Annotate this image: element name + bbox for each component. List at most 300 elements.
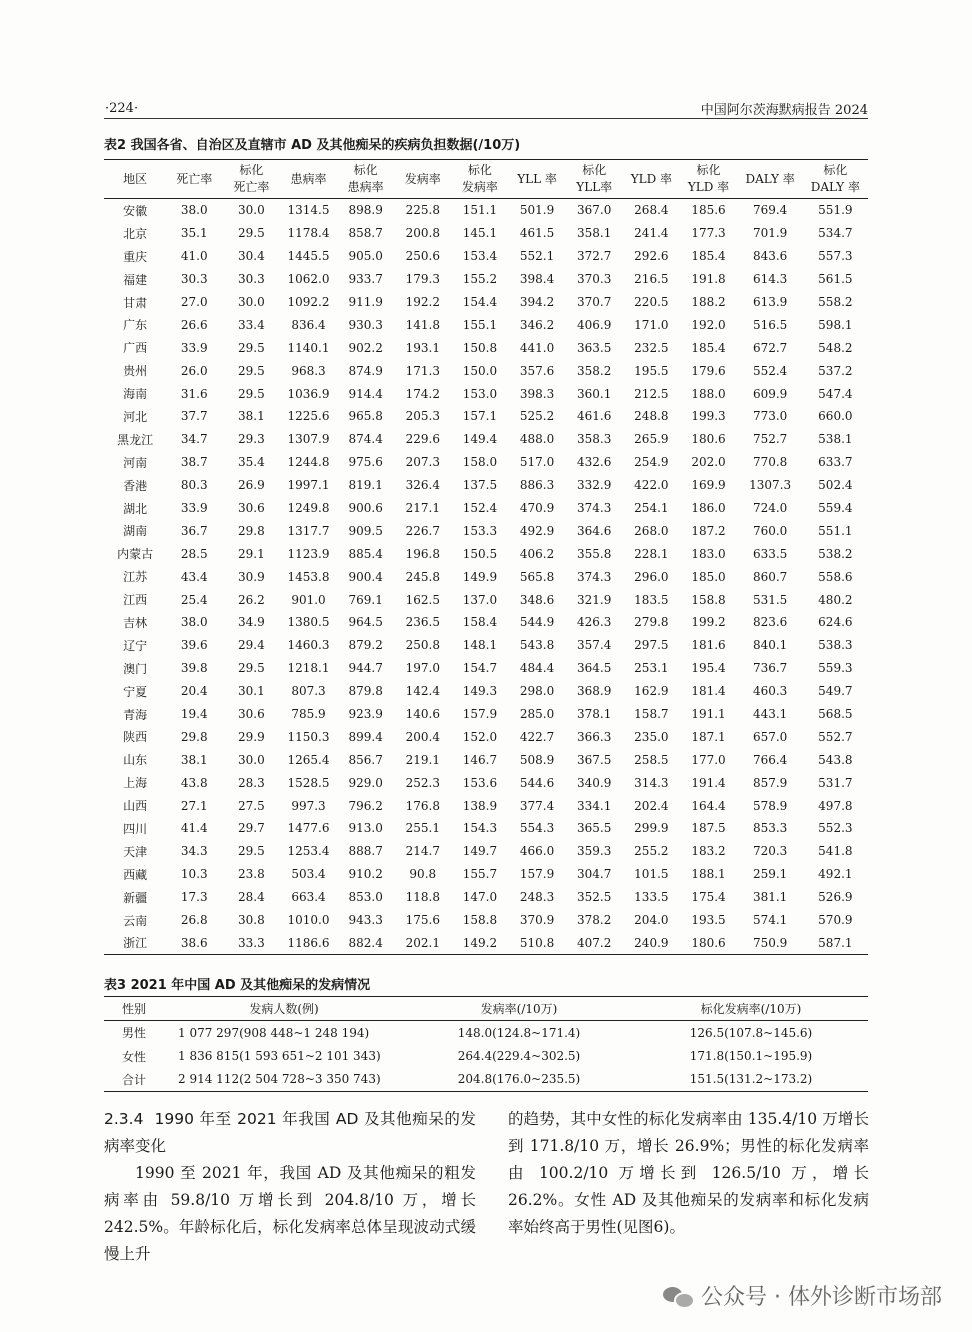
value-cell: 36.7 bbox=[180, 523, 208, 538]
value-cell: 470.9 bbox=[519, 501, 555, 516]
value-cell: 259.1 bbox=[752, 867, 788, 882]
sex-cell: 女性 bbox=[121, 1049, 146, 1064]
value-cell: 1 077 297(908 448~1 248 194) bbox=[178, 1025, 370, 1040]
value-cell: 26.6 bbox=[180, 317, 208, 332]
column-header-line: 标化 bbox=[823, 163, 848, 177]
value-cell: 365.5 bbox=[577, 821, 612, 836]
value-cell: 541.8 bbox=[818, 844, 853, 859]
value-cell: 193.1 bbox=[405, 340, 440, 355]
value-cell: 503.4 bbox=[291, 867, 326, 882]
value-cell: 613.9 bbox=[752, 295, 788, 309]
region-cell: 辽宁 bbox=[123, 638, 148, 653]
value-cell: 517.0 bbox=[519, 455, 555, 470]
value-cell: 853.3 bbox=[752, 821, 788, 836]
value-cell: 422.7 bbox=[519, 729, 555, 744]
value-cell: 552.7 bbox=[818, 729, 853, 744]
column-header-line: 标化 bbox=[239, 163, 264, 177]
table-row bbox=[104, 336, 868, 359]
value-cell: 171.8(150.1~195.9) bbox=[689, 1049, 813, 1064]
region-cell: 安徽 bbox=[123, 203, 148, 218]
table2-column-header bbox=[509, 160, 565, 199]
value-cell: 1317.7 bbox=[287, 523, 330, 538]
column-header-line: 标化 bbox=[467, 163, 492, 177]
value-cell: 38.1 bbox=[238, 409, 265, 424]
value-cell: 29.5 bbox=[238, 844, 265, 859]
value-cell: 364.6 bbox=[577, 523, 612, 538]
value-cell: 183.5 bbox=[634, 592, 669, 607]
value-cell: 933.7 bbox=[348, 272, 383, 287]
value-cell: 240.9 bbox=[634, 935, 669, 950]
value-cell: 199.3 bbox=[691, 409, 726, 424]
table-row bbox=[104, 291, 868, 314]
value-cell: 570.9 bbox=[818, 913, 853, 928]
value-cell: 241.4 bbox=[634, 226, 669, 241]
table-row bbox=[104, 909, 868, 932]
value-cell: 398.3 bbox=[519, 386, 555, 401]
value-cell: 10.3 bbox=[180, 867, 208, 882]
value-cell: 367.5 bbox=[577, 752, 612, 767]
value-cell: 554.3 bbox=[519, 821, 555, 836]
value-cell: 510.8 bbox=[519, 935, 555, 950]
value-cell: 766.4 bbox=[752, 752, 788, 767]
value-cell: 1186.6 bbox=[287, 935, 330, 950]
table2-column-header bbox=[623, 160, 679, 199]
value-cell: 1307.9 bbox=[287, 432, 330, 447]
value-cell: 857.9 bbox=[752, 775, 788, 790]
value-cell: 888.7 bbox=[348, 844, 383, 859]
value-cell: 191.8 bbox=[691, 272, 726, 287]
table2-column-header bbox=[803, 160, 868, 199]
value-cell: 175.6 bbox=[405, 913, 440, 928]
value-cell: 1123.9 bbox=[287, 546, 330, 561]
value-cell: 181.6 bbox=[691, 638, 726, 653]
table2-header-row bbox=[104, 160, 868, 199]
value-cell: 374.3 bbox=[577, 569, 612, 584]
value-cell: 158.4 bbox=[462, 615, 498, 630]
body-left-column bbox=[104, 1106, 476, 1268]
value-cell: 840.1 bbox=[752, 638, 788, 653]
value-cell: 1140.1 bbox=[287, 340, 330, 355]
value-cell: 531.5 bbox=[752, 592, 788, 607]
value-cell: 245.8 bbox=[405, 569, 440, 584]
value-cell: 543.8 bbox=[519, 638, 555, 653]
paragraph-right: 的趋势，其中女性的标化发病率由 135.4/10 万增长到 171.8/10 万，增长 26.9%；男性的标化发病率由 100.2/10 万增长到 126.5/10 万，增长 26.2%。女性 AD 及其他痴呆的发病率和标化发病率始终高于男性(见图6)。 bbox=[508, 1110, 869, 1236]
value-cell: 149.2 bbox=[462, 935, 498, 950]
table-row bbox=[104, 542, 868, 565]
value-cell: 633.7 bbox=[818, 455, 853, 470]
table-row bbox=[104, 199, 868, 222]
value-cell: 175.4 bbox=[691, 890, 726, 905]
value-cell: 255.1 bbox=[405, 821, 440, 836]
column-header-line: 患病率 bbox=[347, 180, 384, 194]
value-cell: 1253.4 bbox=[287, 844, 330, 859]
value-cell: 558.6 bbox=[818, 569, 853, 584]
value-cell: 1528.5 bbox=[287, 775, 330, 790]
value-cell: 253.1 bbox=[634, 661, 669, 676]
value-cell: 1460.3 bbox=[287, 638, 330, 653]
table-row bbox=[104, 886, 868, 909]
value-cell: 551.1 bbox=[818, 523, 853, 538]
value-cell: 558.2 bbox=[818, 295, 853, 309]
value-cell: 364.5 bbox=[577, 661, 612, 676]
value-cell: 1062.0 bbox=[287, 272, 330, 287]
value-cell: 492.1 bbox=[818, 867, 853, 882]
value-cell: 879.2 bbox=[348, 638, 383, 653]
region-cell: 江西 bbox=[123, 593, 148, 608]
value-cell: 461.6 bbox=[577, 409, 612, 424]
value-cell: 187.2 bbox=[691, 523, 726, 538]
table2-column-header bbox=[222, 160, 280, 199]
value-cell: 34.9 bbox=[238, 615, 265, 630]
column-header-line: 死亡率 bbox=[176, 171, 213, 186]
value-cell: 860.7 bbox=[752, 569, 788, 584]
region-cell: 香港 bbox=[123, 478, 148, 493]
value-cell: 29.5 bbox=[238, 386, 265, 401]
value-cell: 334.1 bbox=[577, 798, 612, 813]
value-cell: 33.9 bbox=[180, 340, 208, 355]
section-heading bbox=[104, 1106, 476, 1160]
value-cell: 914.4 bbox=[348, 386, 383, 401]
value-cell: 724.0 bbox=[752, 501, 788, 516]
value-cell: 152.0 bbox=[462, 729, 498, 744]
value-cell: 552.1 bbox=[519, 249, 555, 264]
value-cell: 370.7 bbox=[577, 295, 612, 309]
value-cell: 913.0 bbox=[348, 821, 383, 836]
value-cell: 394.2 bbox=[519, 295, 555, 309]
value-cell: 332.9 bbox=[577, 478, 612, 493]
value-cell: 162.9 bbox=[634, 684, 669, 699]
value-cell: 151.5(131.2~173.2) bbox=[689, 1072, 813, 1087]
region-cell: 重庆 bbox=[123, 249, 148, 264]
value-cell: 185.4 bbox=[691, 340, 726, 355]
value-cell: 905.0 bbox=[348, 249, 383, 264]
value-cell: 1445.5 bbox=[287, 249, 330, 264]
table2-column-header bbox=[337, 160, 395, 199]
value-cell: 372.7 bbox=[577, 249, 612, 264]
running-title: 中国阿尔茨海默病报告 2024 bbox=[700, 103, 868, 118]
table-row bbox=[104, 382, 868, 405]
region-cell: 陕西 bbox=[123, 730, 148, 745]
value-cell: 202.4 bbox=[634, 798, 669, 813]
value-cell: 398.4 bbox=[519, 272, 555, 287]
table-row bbox=[104, 222, 868, 245]
column-header-line: YLL 率 bbox=[517, 171, 557, 186]
table2-column-header bbox=[166, 160, 222, 199]
value-cell: 38.7 bbox=[180, 455, 208, 470]
value-cell: 191.4 bbox=[691, 775, 726, 790]
table-row bbox=[104, 451, 868, 474]
value-cell: 296.0 bbox=[634, 569, 669, 584]
table-row bbox=[104, 657, 868, 680]
column-header-line: 发病率 bbox=[461, 180, 498, 194]
column-header-line: DALY 率 bbox=[810, 180, 860, 194]
table-row bbox=[104, 405, 868, 428]
value-cell: 598.1 bbox=[818, 317, 853, 332]
value-cell: 187.5 bbox=[691, 821, 726, 836]
value-cell: 133.5 bbox=[634, 890, 669, 905]
value-cell: 183.2 bbox=[691, 844, 726, 859]
value-cell: 422.0 bbox=[634, 478, 669, 493]
value-cell: 819.1 bbox=[348, 478, 383, 493]
value-cell: 358.2 bbox=[577, 363, 612, 378]
value-cell: 155.1 bbox=[462, 317, 498, 332]
value-cell: 180.6 bbox=[691, 935, 726, 950]
value-cell: 975.6 bbox=[348, 455, 383, 470]
region-cell: 吉林 bbox=[123, 615, 148, 630]
value-cell: 152.4 bbox=[462, 501, 498, 516]
value-cell: 23.8 bbox=[238, 867, 265, 882]
value-cell: 663.4 bbox=[291, 890, 326, 905]
value-cell: 587.1 bbox=[818, 935, 853, 950]
value-cell: 80.3 bbox=[180, 478, 208, 493]
value-cell: 236.5 bbox=[405, 615, 440, 630]
value-cell: 574.1 bbox=[752, 913, 788, 928]
value-cell: 41.0 bbox=[180, 249, 208, 264]
table2-column-header bbox=[679, 160, 737, 199]
value-cell: 526.9 bbox=[818, 890, 853, 905]
table-row bbox=[104, 1068, 868, 1092]
value-cell: 568.5 bbox=[818, 707, 853, 722]
value-cell: 944.7 bbox=[348, 661, 383, 676]
value-cell: 544.6 bbox=[519, 775, 555, 790]
value-cell: 149.9 bbox=[462, 569, 498, 584]
column-header-line: YLD 率 bbox=[687, 180, 730, 194]
value-cell: 1477.6 bbox=[287, 821, 330, 836]
value-cell: 30.8 bbox=[238, 913, 265, 928]
value-cell: 27.1 bbox=[180, 798, 208, 813]
value-cell: 225.8 bbox=[405, 203, 440, 218]
value-cell: 497.8 bbox=[818, 798, 853, 813]
value-cell: 158.7 bbox=[634, 707, 669, 722]
table-row bbox=[104, 840, 868, 863]
value-cell: 769.1 bbox=[348, 592, 383, 607]
table-row bbox=[104, 359, 868, 382]
value-cell: 195.4 bbox=[691, 661, 726, 676]
value-cell: 214.7 bbox=[405, 844, 440, 859]
value-cell: 126.5(107.8~145.6) bbox=[689, 1025, 813, 1040]
region-cell: 河南 bbox=[123, 455, 148, 470]
value-cell: 552.3 bbox=[818, 821, 853, 836]
value-cell: 137.0 bbox=[462, 592, 498, 607]
value-cell: 188.2 bbox=[691, 295, 726, 309]
value-cell: 174.2 bbox=[405, 386, 440, 401]
value-cell: 899.4 bbox=[348, 729, 383, 744]
region-cell: 四川 bbox=[123, 821, 148, 836]
column-header-line: 标化 bbox=[353, 163, 378, 177]
column-header-line: YLL率 bbox=[576, 180, 613, 194]
value-cell: 30.6 bbox=[238, 501, 265, 516]
value-cell: 153.3 bbox=[462, 523, 498, 538]
value-cell: 1150.3 bbox=[287, 729, 330, 744]
value-cell: 346.2 bbox=[519, 317, 555, 332]
value-cell: 911.9 bbox=[348, 295, 383, 309]
value-cell: 858.7 bbox=[348, 226, 383, 241]
value-cell: 171.0 bbox=[634, 317, 669, 332]
value-cell: 39.6 bbox=[180, 638, 208, 653]
value-cell: 150.0 bbox=[462, 363, 498, 378]
sex-cell: 男性 bbox=[121, 1026, 146, 1041]
value-cell: 26.0 bbox=[180, 363, 208, 378]
value-cell: 158.8 bbox=[691, 592, 726, 607]
value-cell: 552.4 bbox=[752, 363, 788, 378]
value-cell: 348.6 bbox=[519, 592, 555, 607]
value-cell: 326.4 bbox=[405, 478, 440, 493]
value-cell: 35.4 bbox=[238, 455, 265, 470]
value-cell: 561.5 bbox=[818, 272, 853, 287]
value-cell: 559.3 bbox=[818, 661, 853, 676]
value-cell: 162.5 bbox=[405, 592, 440, 607]
value-cell: 34.3 bbox=[180, 844, 208, 859]
value-cell: 248.3 bbox=[519, 890, 555, 905]
value-cell: 1307.3 bbox=[749, 478, 792, 493]
header-rule bbox=[104, 118, 868, 119]
value-cell: 1092.2 bbox=[287, 295, 330, 309]
value-cell: 197.0 bbox=[405, 661, 440, 676]
value-cell: 426.3 bbox=[577, 615, 612, 630]
value-cell: 773.0 bbox=[752, 409, 788, 424]
value-cell: 196.8 bbox=[405, 546, 440, 561]
value-cell: 752.7 bbox=[752, 432, 788, 447]
value-cell: 370.9 bbox=[519, 913, 555, 928]
value-cell: 340.9 bbox=[577, 775, 612, 790]
value-cell: 101.5 bbox=[634, 867, 669, 882]
value-cell: 212.5 bbox=[634, 386, 669, 401]
value-cell: 149.3 bbox=[462, 684, 498, 699]
value-cell: 769.4 bbox=[752, 203, 788, 218]
value-cell: 258.5 bbox=[634, 752, 669, 767]
value-cell: 29.5 bbox=[238, 226, 265, 241]
value-cell: 886.3 bbox=[519, 478, 555, 493]
value-cell: 304.7 bbox=[577, 867, 612, 882]
value-cell: 229.6 bbox=[405, 432, 440, 447]
table-row bbox=[104, 611, 868, 634]
value-cell: 30.6 bbox=[238, 707, 265, 722]
region-cell: 湖南 bbox=[123, 524, 148, 539]
value-cell: 823.6 bbox=[752, 615, 788, 630]
value-cell: 142.4 bbox=[405, 684, 440, 699]
value-cell: 254.9 bbox=[634, 455, 669, 470]
value-cell: 268.4 bbox=[634, 203, 669, 218]
value-cell: 138.9 bbox=[462, 798, 498, 813]
region-cell: 内蒙古 bbox=[117, 547, 154, 562]
value-cell: 164.4 bbox=[691, 798, 726, 813]
value-cell: 30.0 bbox=[238, 295, 265, 309]
value-cell: 1225.6 bbox=[287, 409, 330, 424]
table-row bbox=[104, 588, 868, 611]
column-header-line: DALY 率 bbox=[745, 171, 795, 186]
value-cell: 28.4 bbox=[238, 890, 265, 905]
value-cell: 720.3 bbox=[752, 844, 788, 859]
value-cell: 27.5 bbox=[238, 798, 265, 813]
value-cell: 30.0 bbox=[238, 752, 265, 767]
value-cell: 220.5 bbox=[634, 295, 669, 309]
value-cell: 176.8 bbox=[405, 798, 440, 813]
region-cell: 天津 bbox=[123, 844, 148, 859]
value-cell: 154.7 bbox=[462, 661, 498, 676]
value-cell: 26.8 bbox=[180, 913, 208, 928]
value-cell: 29.7 bbox=[238, 821, 265, 836]
value-cell: 480.2 bbox=[818, 592, 853, 607]
value-cell: 268.0 bbox=[634, 523, 669, 538]
value-cell: 39.8 bbox=[180, 661, 208, 676]
value-cell: 30.1 bbox=[238, 684, 265, 699]
value-cell: 614.3 bbox=[752, 272, 788, 287]
table2-column-header bbox=[104, 160, 166, 199]
paragraph-left: 1990 至 2021 年，我国 AD 及其他痴呆的粗发病率由 59.8/10 万增长到 204.8/10 万，增长 242.5%。年龄标化后，标化发病率总体呈现波动式缓慢上升 bbox=[104, 1164, 476, 1263]
value-cell: 29.4 bbox=[238, 638, 265, 653]
value-cell: 25.4 bbox=[180, 592, 208, 607]
value-cell: 298.0 bbox=[519, 684, 555, 699]
value-cell: 1010.0 bbox=[287, 913, 330, 928]
value-cell: 151.1 bbox=[462, 203, 498, 218]
value-cell: 191.1 bbox=[691, 707, 726, 722]
value-cell: 157.9 bbox=[519, 867, 555, 882]
table3-caption: 表3 2021 年中国 AD 及其他痴呆的发病情况 bbox=[104, 978, 371, 993]
value-cell: 181.4 bbox=[691, 684, 726, 699]
region-cell: 江苏 bbox=[123, 570, 148, 585]
value-cell: 192.2 bbox=[405, 295, 440, 309]
table3-column-header: 发病人数(例) bbox=[164, 997, 404, 1021]
value-cell: 250.8 bbox=[405, 638, 440, 653]
value-cell: 1249.8 bbox=[287, 501, 330, 516]
value-cell: 1218.1 bbox=[287, 661, 330, 676]
value-cell: 149.7 bbox=[462, 844, 498, 859]
value-cell: 28.5 bbox=[180, 546, 208, 561]
value-cell: 624.6 bbox=[818, 615, 853, 630]
value-cell: 43.4 bbox=[180, 569, 208, 584]
value-cell: 1265.4 bbox=[287, 752, 330, 767]
region-cell: 河北 bbox=[123, 409, 148, 424]
value-cell: 264.4(229.4~302.5) bbox=[457, 1049, 581, 1064]
value-cell: 33.3 bbox=[238, 935, 265, 950]
table-row bbox=[104, 680, 868, 703]
value-cell: 90.8 bbox=[409, 867, 437, 882]
value-cell: 357.4 bbox=[577, 638, 612, 653]
value-cell: 943.3 bbox=[348, 913, 383, 928]
value-cell: 153.6 bbox=[462, 775, 498, 790]
value-cell: 200.4 bbox=[405, 729, 440, 744]
value-cell: 147.0 bbox=[462, 890, 498, 905]
table-row bbox=[104, 245, 868, 268]
region-cell: 海南 bbox=[123, 387, 148, 402]
value-cell: 484.4 bbox=[519, 661, 555, 676]
value-cell: 701.9 bbox=[752, 226, 788, 241]
table2-column-header bbox=[451, 160, 509, 199]
value-cell: 902.2 bbox=[348, 340, 383, 355]
region-cell: 黑龙江 bbox=[117, 432, 154, 447]
value-cell: 202.0 bbox=[691, 455, 726, 470]
table-row bbox=[104, 313, 868, 336]
value-cell: 502.4 bbox=[818, 478, 853, 493]
value-cell: 367.0 bbox=[577, 203, 612, 218]
region-cell: 云南 bbox=[123, 913, 148, 928]
value-cell: 30.0 bbox=[238, 203, 265, 218]
value-cell: 964.5 bbox=[348, 615, 383, 630]
value-cell: 137.5 bbox=[462, 478, 498, 493]
value-cell: 368.9 bbox=[577, 684, 612, 699]
value-cell: 488.0 bbox=[519, 432, 555, 447]
column-header-line: YLD 率 bbox=[630, 171, 673, 186]
value-cell: 29.8 bbox=[238, 523, 265, 538]
value-cell: 559.4 bbox=[818, 501, 853, 516]
value-cell: 297.5 bbox=[634, 638, 669, 653]
value-cell: 609.9 bbox=[752, 386, 788, 401]
value-cell: 33.9 bbox=[180, 501, 208, 516]
value-cell: 374.3 bbox=[577, 501, 612, 516]
table-row bbox=[104, 703, 868, 726]
value-cell: 29.5 bbox=[238, 340, 265, 355]
watermark-text: 公众号 · 体外诊断市场部 bbox=[701, 1285, 942, 1310]
